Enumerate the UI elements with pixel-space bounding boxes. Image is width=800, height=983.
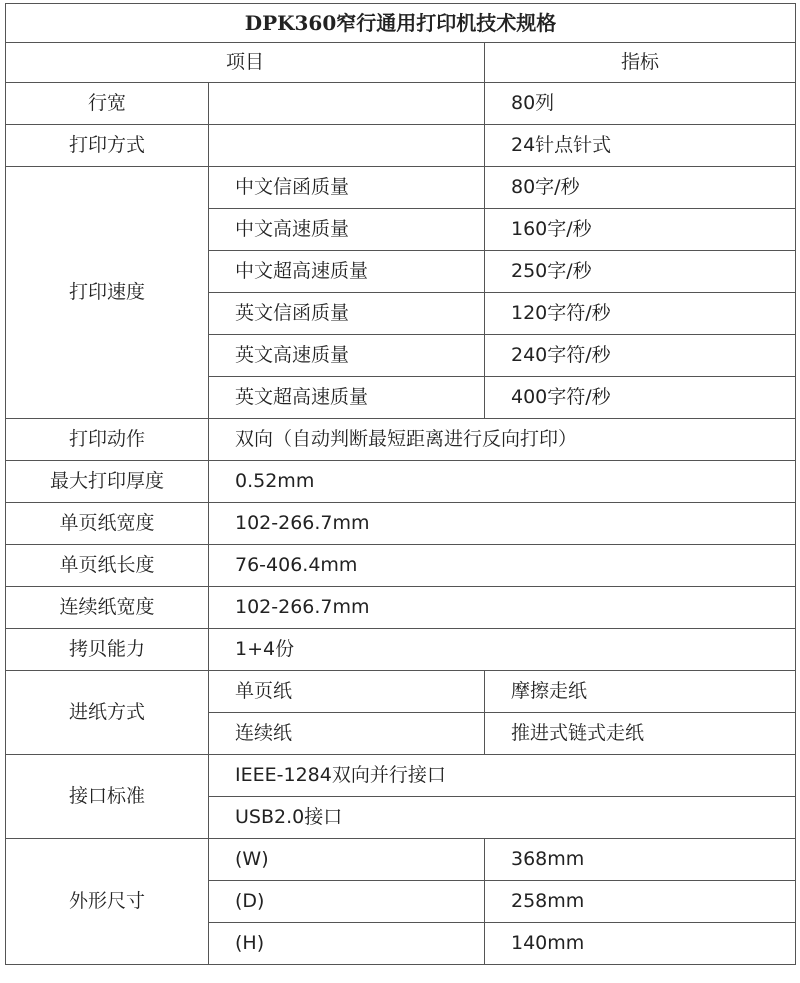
spec-table: [5, 3, 796, 965]
sub-item-value: 368mm: [485, 839, 796, 881]
sub-item-name: 英文信函质量: [209, 293, 485, 335]
row-label: 外形尺寸: [6, 839, 209, 965]
table-row: [6, 125, 796, 167]
sub-item-name: 英文超高速质量: [209, 377, 485, 419]
sub-item-name: 中文超高速质量: [209, 251, 485, 293]
row-label: 单页纸宽度: [6, 503, 209, 545]
sub-item-name: (D): [209, 881, 485, 923]
empty-cell: [209, 83, 485, 125]
table-row: [6, 629, 796, 671]
title-row: [6, 4, 796, 43]
row-label: 打印速度: [6, 167, 209, 419]
sub-item-value: IEEE-1284双向并行接口: [209, 755, 796, 797]
row-label: 连续纸宽度: [6, 587, 209, 629]
row-label: 打印动作: [6, 419, 209, 461]
table-row: [6, 755, 796, 797]
row-label: 最大打印厚度: [6, 461, 209, 503]
sub-item-value: 240字符/秒: [485, 335, 796, 377]
table-row: [6, 83, 796, 125]
row-label: 接口标准: [6, 755, 209, 839]
sub-item-name: 英文高速质量: [209, 335, 485, 377]
table-row: [6, 545, 796, 587]
row-value: 76-406.4mm: [209, 545, 796, 587]
row-label: 拷贝能力: [6, 629, 209, 671]
sub-item-name: 连续纸: [209, 713, 485, 755]
row-label: 进纸方式: [6, 671, 209, 755]
header-item: 项目: [6, 43, 485, 83]
table-row: [6, 587, 796, 629]
sub-item-name: 中文高速质量: [209, 209, 485, 251]
row-value: 80列: [485, 83, 796, 125]
sub-item-value: 250字/秒: [485, 251, 796, 293]
sub-item-value: 80字/秒: [485, 167, 796, 209]
table-row: [6, 503, 796, 545]
row-value: 102-266.7mm: [209, 503, 796, 545]
row-label: 单页纸长度: [6, 545, 209, 587]
table-row: [6, 419, 796, 461]
header-row: [6, 43, 796, 83]
table-row: [6, 461, 796, 503]
sub-item-name: 单页纸: [209, 671, 485, 713]
row-label: 行宽: [6, 83, 209, 125]
row-value: 24针点针式: [485, 125, 796, 167]
sub-item-value: USB2.0接口: [209, 797, 796, 839]
sub-item-name: (W): [209, 839, 485, 881]
sub-item-value: 400字符/秒: [485, 377, 796, 419]
row-value: 0.52mm: [209, 461, 796, 503]
empty-cell: [209, 125, 485, 167]
sub-item-value: 258mm: [485, 881, 796, 923]
table-title: DPK360窄行通用打印机技术规格: [6, 4, 796, 43]
row-label: 打印方式: [6, 125, 209, 167]
sub-item-value: 140mm: [485, 923, 796, 965]
row-value: 1+4份: [209, 629, 796, 671]
table-row: [6, 671, 796, 713]
sub-item-name: 中文信函质量: [209, 167, 485, 209]
sub-item-name: (H): [209, 923, 485, 965]
row-value: 双向（自动判断最短距离进行反向打印）: [209, 419, 796, 461]
table-row: [6, 167, 796, 209]
sub-item-value: 120字符/秒: [485, 293, 796, 335]
sub-item-value: 推进式链式走纸: [485, 713, 796, 755]
table-row: [6, 839, 796, 881]
sub-item-value: 160字/秒: [485, 209, 796, 251]
row-value: 102-266.7mm: [209, 587, 796, 629]
header-spec: 指标: [485, 43, 796, 83]
sub-item-value: 摩擦走纸: [485, 671, 796, 713]
